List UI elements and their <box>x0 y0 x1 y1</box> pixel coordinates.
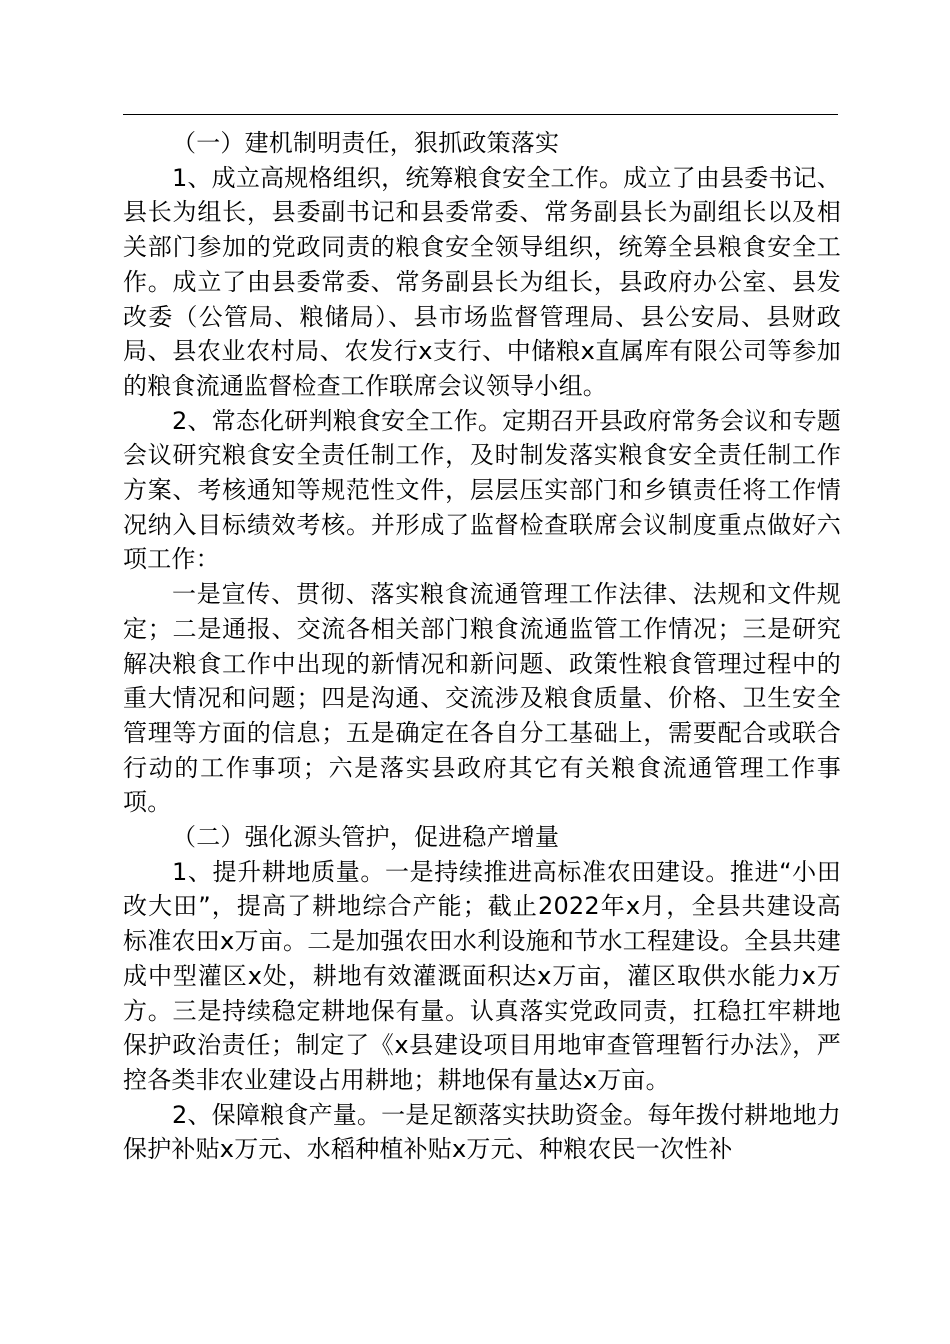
paragraph-1-1: 1、成立高规格组织，统筹粮食安全工作。成立了由县委书记、县长为组长，县委副书记和县委常委、常务副县长为副组长以及相关部门参加的党政同责的粮食安全领导组织，统筹全县粮食安全工作。成立了由县委常委、常务副县长为组长，县政府办公室、县发改委（公管局、粮储局）、县市场监督管理局、县公安局、县财政局、县农业农村局、农发行x支行、中储粮x直属库有限公司等参加的粮食流通监督检查工作联席会议领导小组。 <box>123 163 841 400</box>
section-heading-2: （二）强化源头管护，促进稳产增量 <box>172 823 560 852</box>
section-heading-1: （一）建机制明责任，狠抓政策落实 <box>172 129 560 157</box>
paragraph-six-tasks: 一是宣传、贯彻、落实粮食流通管理工作法律、法规和文件规定；二是通报、交流各相关部门粮食流通监管工作情况；三是研究解决粮食工作中出现的新情况和新问题、政策性粮食管理过程中的重大情况和问题；四是沟通、交流涉及粮食质量、价格、卫生安全管理等方面的信息；五是确定在各自分工基础上，需要配合或联合行动的工作事项；六是落实县政府其它有关粮食流通管理工作事项。 <box>123 580 841 817</box>
paragraph-2-1: 1、提升耕地质量。一是持续推进高标准农田建设。推进“小田改大田”，提高了耕地综合产能；截止2022年x月，全县共建设高标准农田x万亩。二是加强农田水利设施和节水工程建设。全县共建成中型灌区x处，耕地有效灌溉面积达x万亩，灌区取供水能力x万方。三是持续稳定耕地保有量。认真落实党政同责，扛稳扛牢耕地保护政治责任；制定了《x县建设项目用地审查管理暂行办法》，严控各类非农业建设占用耕地；耕地保有量达x万亩。 <box>123 857 841 1094</box>
header-rule <box>123 114 838 115</box>
paragraph-1-2: 2、常态化研判粮食安全工作。定期召开县政府常务会议和专题会议研究粮食安全责任制工作，及时制发落实粮食安全责任制工作方案、考核通知等规范性文件，层层压实部门和乡镇责任将工作情况纳入目标绩效考核。并形成了监督检查联席会议制度重点做好六项工作： <box>123 406 841 574</box>
document-body <box>123 126 841 1167</box>
paragraph-2-2: 2、保障粮食产量。一是足额落实扶助资金。每年拨付耕地地力保护补贴x万元、水稻种植补贴x万元、种粮农民一次性补 <box>123 1100 841 1164</box>
